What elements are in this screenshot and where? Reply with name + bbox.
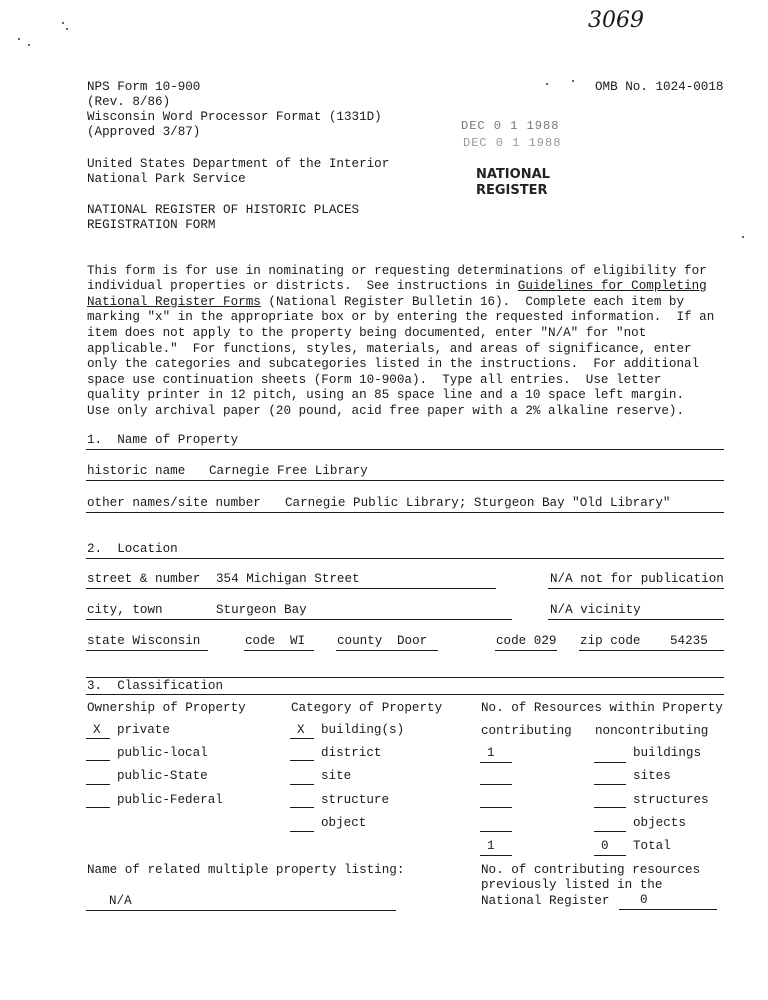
state-field[interactable]: state Wisconsin [87,634,201,648]
category-heading: Category of Property [291,701,443,715]
other-names-rule [86,512,724,513]
state-code-rule [244,650,314,651]
category-mark[interactable]: X [297,723,305,737]
street-label: street & number [87,572,201,586]
scan-speck [62,22,64,24]
stamp-date: DEC 0 1 1988 [461,119,560,133]
vicinity-rule [548,619,724,620]
instructions-line: This form is for use in nominating or requesting determinations of eligibility for [87,263,707,278]
related-listing-field[interactable]: N/A [109,894,132,908]
ownership-checkbox[interactable] [86,760,110,761]
zip-label: zip code [580,634,641,648]
scan-speck [18,38,20,40]
related-listing-label: Name of related multiple property listing: [87,863,405,877]
section-2-heading: 2. Location [87,542,178,556]
section-1-heading: 1. Name of Property [87,433,239,447]
historic-name-field[interactable]: Carnegie Free Library [209,464,368,478]
instructions-line: (National Register Bulletin 16). Complete each item by [260,294,685,309]
contributing-count[interactable]: 1 [487,746,495,760]
form-title: NATIONAL REGISTER OF HISTORIC PLACES [87,203,360,217]
form-approved: (Approved 3/87) [87,125,201,139]
historic-name-label: historic name [87,464,186,478]
category-label: district [321,746,382,760]
category-label: building(s) [321,723,405,737]
instructions-paragraph [87,248,727,420]
previously-listed-label: previously listed in the [481,878,663,892]
total-label: Total [633,839,671,853]
zip-rule [579,650,724,651]
total-noncontributing[interactable]: 0 [601,839,609,853]
state-rule [86,650,208,651]
street-rule [86,588,496,589]
not-for-publication-rule [548,588,724,589]
category-label: object [321,816,367,830]
ownership-mark[interactable]: X [93,723,101,737]
contributing-field[interactable] [480,807,512,808]
vicinity[interactable]: N/A vicinity [550,603,641,617]
total-contributing[interactable]: 1 [487,839,495,853]
ownership-checkbox[interactable] [86,807,110,808]
form-format: Wisconsin Word Processor Format (1331D) [87,110,382,124]
previously-listed-label: No. of contributing resources [481,863,701,877]
guidelines-reference: Guidelines for Completing [517,279,707,294]
city-label: city, town [87,603,163,617]
instructions-line: space use continuation sheets (Form 10-900a). Type all entries. Use letter [87,372,662,387]
noncontributing-field[interactable] [594,784,626,785]
ownership-label: public-local [117,746,208,760]
previously-listed-rule [619,909,717,910]
omb-number: OMB No. 1024-0018 [595,80,724,94]
category-label: structure [321,793,390,807]
agency-service: National Park Service [87,172,246,186]
total-noncontributing-field[interactable] [594,855,626,856]
ownership-checkbox[interactable] [86,738,110,739]
section-2-rule [86,558,724,559]
category-checkbox[interactable] [290,738,314,739]
resource-type-label: sites [633,769,671,783]
resource-type-label: structures [633,793,709,807]
stamp-label-register: REGISTER [476,183,548,198]
scan-speck [28,44,30,46]
historic-name-rule [86,480,724,481]
contributing-field[interactable] [480,784,512,785]
instructions-line: only the categories and subcategories listed in the instructions. For additional [87,357,700,372]
not-for-publication[interactable]: N/A not for publication [550,572,724,586]
category-checkbox[interactable] [290,784,314,785]
category-label: site [321,769,352,783]
other-names-label: other names/site number [87,496,261,510]
scan-speck [742,236,744,238]
total-contributing-field[interactable] [480,855,512,856]
instructions-line: applicable." For functions, styles, materials, and areas of significance, enter [87,341,692,356]
section-3-top-rule [86,677,724,678]
stamp-date-faded: DEC 0 1 1988 [463,136,562,150]
state-code-field[interactable]: WI [290,634,306,648]
previously-listed-label: National Register [481,894,610,908]
state-code-label: code [245,634,276,648]
previously-listed-field[interactable]: 0 [640,893,648,907]
noncontributing-label: noncontributing [595,724,709,738]
zip-field[interactable]: 54235 [670,634,708,648]
form-revision: (Rev. 8/86) [87,95,171,109]
section-3-rule [86,694,724,695]
city-field[interactable]: Sturgeon Bay [216,603,307,617]
scan-speck [66,28,68,30]
section-1-rule [86,449,724,450]
instructions-line: Use only archival paper (20 pound, acid free paper with a 2% alkaline reserve). [87,403,685,418]
category-checkbox[interactable] [290,831,314,832]
guidelines-reference-cont: National Register Forms [87,294,261,309]
ownership-label: public-Federal [117,793,223,807]
other-names-field[interactable]: Carnegie Public Library; Sturgeon Bay "Old Library" [285,496,671,510]
instructions-line: individual properties or districts. See instructions in [87,279,518,294]
instructions-line: marking "x" in the appropriate box or by entering the requested information. If an [87,310,715,325]
resource-type-label: objects [633,816,686,830]
ownership-label: private [117,723,170,737]
county-code-rule [495,650,557,651]
category-checkbox[interactable] [290,807,314,808]
noncontributing-field[interactable] [594,762,626,763]
scan-speck [546,83,548,85]
resource-type-label: buildings [633,746,702,760]
county-label: county [337,634,383,648]
category-checkbox[interactable] [290,760,314,761]
contributing-field[interactable] [480,762,512,763]
instructions-line: quality printer in 12 pitch, using an 85 space line and a 10 space left margin. [87,388,685,403]
related-listing-rule [86,910,396,911]
ownership-heading: Ownership of Property [87,701,246,715]
scan-speck [572,80,574,82]
county-field[interactable]: Door [397,634,428,648]
form-number: NPS Form 10-900 [87,80,201,94]
county-rule [336,650,438,651]
ownership-checkbox[interactable] [86,784,110,785]
stamp-label-national: NATIONAL [476,167,550,182]
ownership-label: public-State [117,769,208,783]
instructions-line: item does not apply to the property being documented, enter "N/A" for "not [87,325,647,340]
contributing-label: contributing [481,724,572,738]
resources-heading: No. of Resources within Property [481,701,723,715]
county-code[interactable]: code 029 [496,634,557,648]
noncontributing-field[interactable] [594,807,626,808]
form-subtitle: REGISTRATION FORM [87,218,216,232]
noncontributing-field[interactable] [594,831,626,832]
agency-department: United States Department of the Interior [87,157,390,171]
contributing-field[interactable] [480,831,512,832]
section-3-heading: 3. Classification [87,679,224,693]
city-rule [86,619,512,620]
street-field[interactable]: 354 Michigan Street [216,572,360,586]
handwritten-reference-number: 3069 [588,8,644,33]
